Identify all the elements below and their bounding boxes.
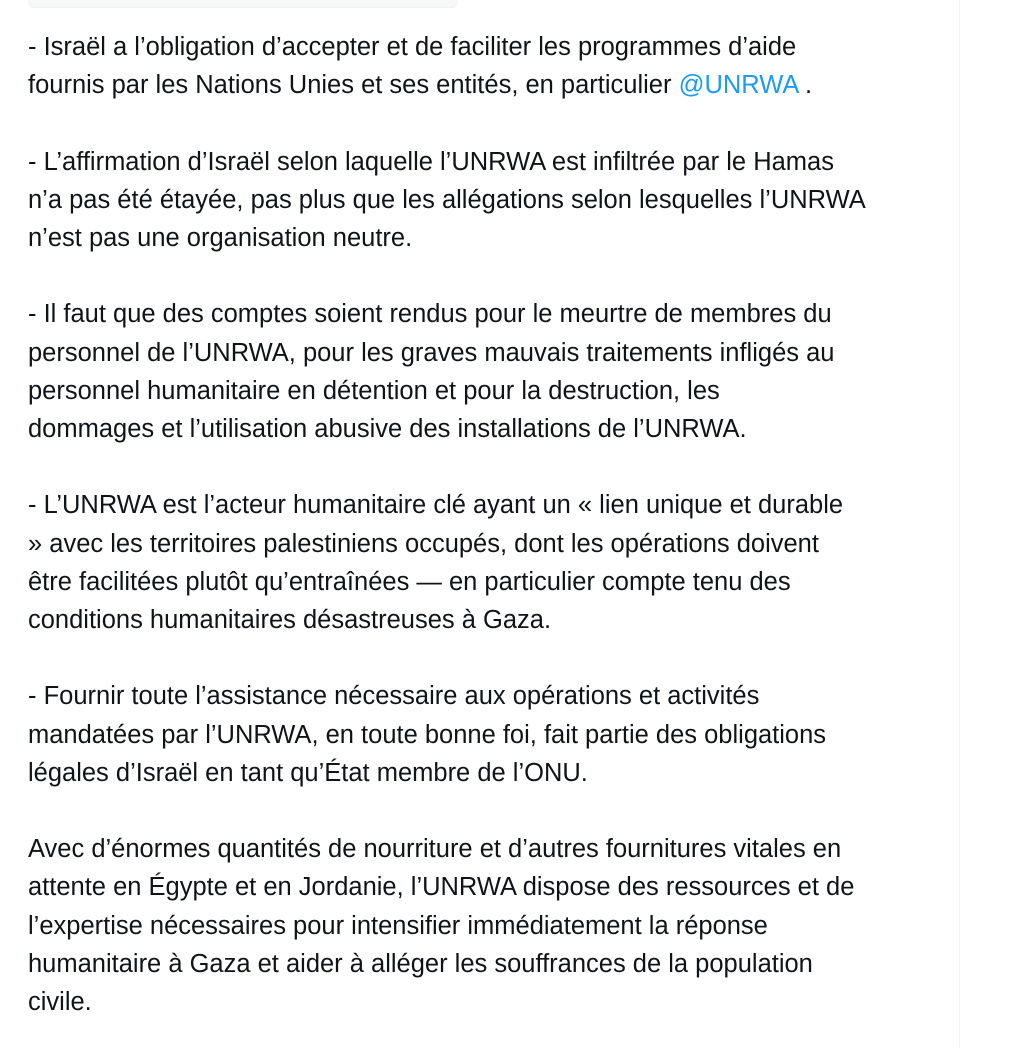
text-line: légales d’Israël en tant qu’État membre de l’ONU. [28,758,588,787]
text-line [28,66,940,104]
text-line: dommages et l’utilisation abusive des installations de l’UNRWA. [28,415,747,443]
text-line: être facilitées plutôt qu’entraînées — en particulier compte tenu des [28,567,791,596]
text-line: mandatées par l’UNRWA, en toute bonne foi, fait partie des obligations [28,720,827,749]
text-line: » avec les territoires palestiniens occupés, dont les opérations doivent [28,529,819,558]
text-line: personnel humanitaire en détention et pour la destruction, les [28,376,720,405]
previous-element-edge [28,0,458,8]
text-fragment: fournis par les Nations Unies et ses entités, en particulier [28,71,679,100]
text-line: Avec d’énormes quantités de nourriture et d’autres fournitures vitales en [28,835,842,864]
tweet-paragraph [28,295,940,448]
tweet-text [28,28,940,1021]
text-line: personnel de l’UNRWA, pour les graves mauvais traitements infligés au [28,338,835,367]
text-line: humanitaire à Gaza et aider à alléger les souffrances de la population [28,949,813,978]
tweet-paragraph [28,28,940,104]
mention-link-unrwa[interactable]: @UNRWA [678,71,798,100]
text-line: conditions humanitaires désastreuses à Gaza. [28,606,552,634]
text-fragment: . [797,71,813,100]
tweet-paragraph [28,830,940,1021]
right-sidebar [961,0,1024,1048]
text-line: l’expertise nécessaires pour intensifier immédiatement la réponse [28,911,768,940]
text-line: civile. [28,988,92,1016]
text-line: attente en Égypte et en Jordanie, l’UNRWA dispose des ressources et de [28,873,855,902]
text-line: n’a pas été étayée, pas plus que les allégations selon lesquelles l’UNRWA [28,185,866,214]
text-line: n’est pas une organisation neutre. [28,224,413,252]
text-line: - L’affirmation d’Israël selon laquelle l’UNRWA est infiltrée par le Hamas [28,147,834,176]
tweet-paragraph [28,486,940,639]
text-line: - Israël a l’obligation d’accepter et de faciliter les programmes d’aide [28,33,797,61]
text-line: - Fournir toute l’assistance nécessaire aux opérations et activités [28,682,760,711]
tweet-paragraph [28,677,940,792]
text-line: - L’UNRWA est l’acteur humanitaire clé ayant un « lien unique et durable [28,491,844,520]
tweet-paragraph [28,143,940,258]
text-line: - Il faut que des comptes soient rendus pour le meurtre de membres du [28,300,832,329]
